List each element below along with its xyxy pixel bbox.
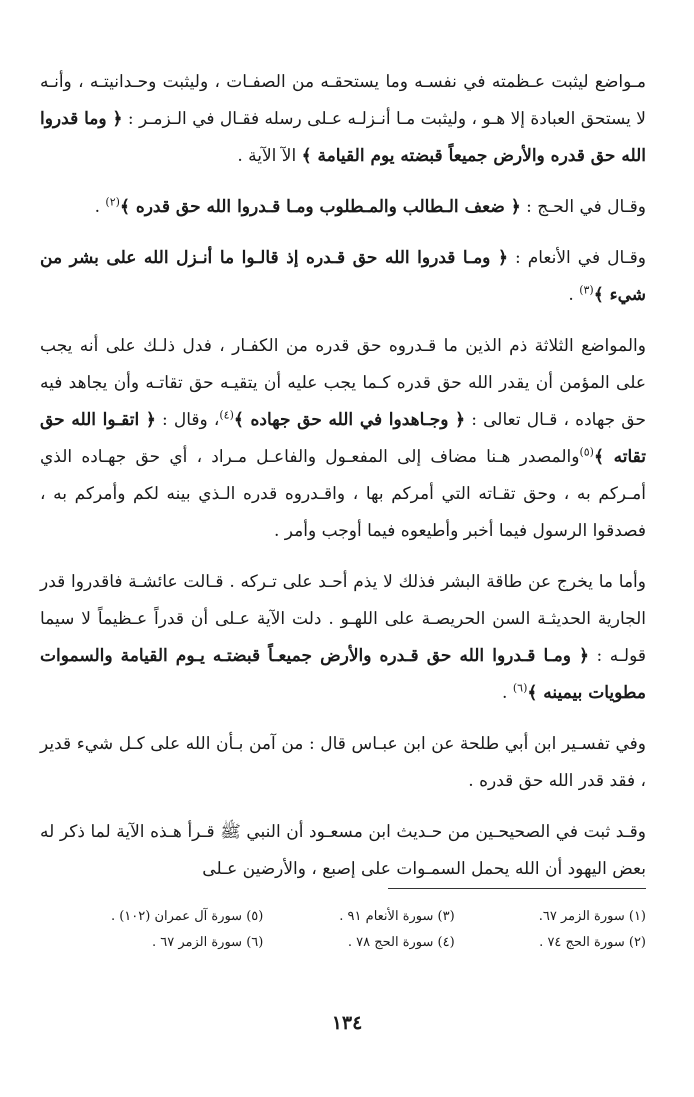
footnote-ref: (٢)	[105, 195, 120, 209]
text-run: .	[568, 285, 580, 305]
quran-quote: ﴿ ومـا قـدروا الله حق قـدره والأرض جميعـاً قبضتـه يـوم القيامة والسموات مطويات بيمينه ﴾	[40, 646, 646, 703]
text-run: وقـد ثبت في الصحيحـين من حـديث ابن مسعـود أن النبي ﷺ قـرأ هـذه الآية لما ذكر له بعض اليهود أن الله يحمل السمـوات على إصبع ، والأرضين عـلى	[40, 822, 646, 879]
text-run: والمواضع الثلاثة ذم الذين ما قـدروه حق قدره من الكفـار ، فدل ذلـك على أنه يجب على المؤمن أن يقدر الله حق قدره كـما يجب عليه أن يتقيـه حق تقاتـه وأن يجاهد فيه حق جهاده ، قـال تعالى :	[40, 336, 646, 430]
footnote: (٣) سورة الأنعام ٩١ .	[339, 909, 455, 924]
footnote-row	[72, 904, 646, 930]
text-run: الآ الآية .	[237, 146, 302, 166]
footnote: (٥) سورة آل عمران (١٠٢) .	[110, 909, 264, 924]
footnote-ref: (٥)	[579, 445, 594, 459]
text-run: والمصدر هـنا مضاف إلى المفعـول والفاعـل مـراد ، أي حق جهـاده الذي أمـركم به ، وحق تقـاته التي أمركم بها ، واقـدروه قدره الـذي بينه لكم وأمركم به ، فصدقوا الرسول فيما أخبر وأطيعوه فيما أوجب وأمر .	[40, 447, 646, 541]
quran-quote: ﴿ ومـا قدروا الله حق قـدره إذ قالـوا ما أنـزل الله على بشر من شيء ﴾	[40, 248, 646, 305]
page-number: ١٣٤	[331, 1012, 363, 1034]
text-run: وفي تفسـير ابن أبي طلحة عن ابن عبـاس قال : من آمن بـأن الله على كـل شيء قدير ، فقد قدر الله حق قدره .	[40, 734, 646, 791]
text-run: وقـال في الأنعام :	[507, 248, 646, 268]
text-run: مـواضع ليثبت عـظمته في نفسـه وما يستحقـه من الصفـات ، وليثبت وحـدانيتـه ، وأنـه لا يستحق العبادة إلا هـو ، وليثبت مـا أنـزلـه عـلى رسله فقـال في الـزمـر :	[40, 72, 646, 129]
footnote: (١) سورة الزمر ٦٧.	[538, 909, 646, 924]
paragraph	[40, 64, 646, 175]
quran-quote: ﴿ وجـاهدوا في الله حق جهاده ﴾	[233, 410, 466, 430]
paragraph	[40, 189, 646, 226]
text-run: .	[502, 683, 513, 703]
footnote: (٢) سورة الحج ٧٤ .	[539, 935, 646, 950]
paragraph	[40, 328, 646, 550]
footnote: (٦) سورة الزمر ٦٧ .	[151, 935, 264, 950]
quran-quote: ﴿ وما قدروا الله حق قدره والأرض جميعاً قبضته يوم القيامة ﴾	[40, 109, 646, 166]
paragraph	[40, 726, 646, 800]
quran-quote: ﴿ ضعف الـطالب والمـطلوب ومـا قـدروا الله حق قدره ﴾	[119, 197, 521, 217]
footnote-ref: (٤)	[219, 408, 234, 422]
quran-quote: ﴿ اتقـوا الله حق تقاته ﴾	[40, 410, 646, 467]
paragraph	[40, 240, 646, 314]
text-run: .	[94, 197, 106, 217]
page-body	[40, 64, 646, 902]
footnote: (٤) سورة الحج ٧٨ .	[347, 935, 455, 950]
text-run: ، وقال :	[155, 410, 220, 430]
text-run: وأما ما يخرج عن طاقة البشر فذلك لا يذم أحـد على تـركه . قـالت عائشـة فاقدروا قدر الجارية الحديثـة السن الحريصـة على اللهـو . دلت الآية عـلى أن قدراً عـظيماً لا سيما قولـه :	[40, 572, 646, 666]
text-run: وقـال في الحـج :	[520, 197, 646, 217]
footnote-ref: (٣)	[579, 283, 594, 297]
paragraph	[40, 814, 646, 888]
footnote-row	[72, 930, 646, 956]
footnotes	[72, 904, 646, 956]
paragraphs	[40, 64, 646, 888]
paragraph	[40, 564, 646, 712]
footnote-ref: (٦)	[512, 681, 528, 695]
footnote-divider	[388, 888, 646, 889]
